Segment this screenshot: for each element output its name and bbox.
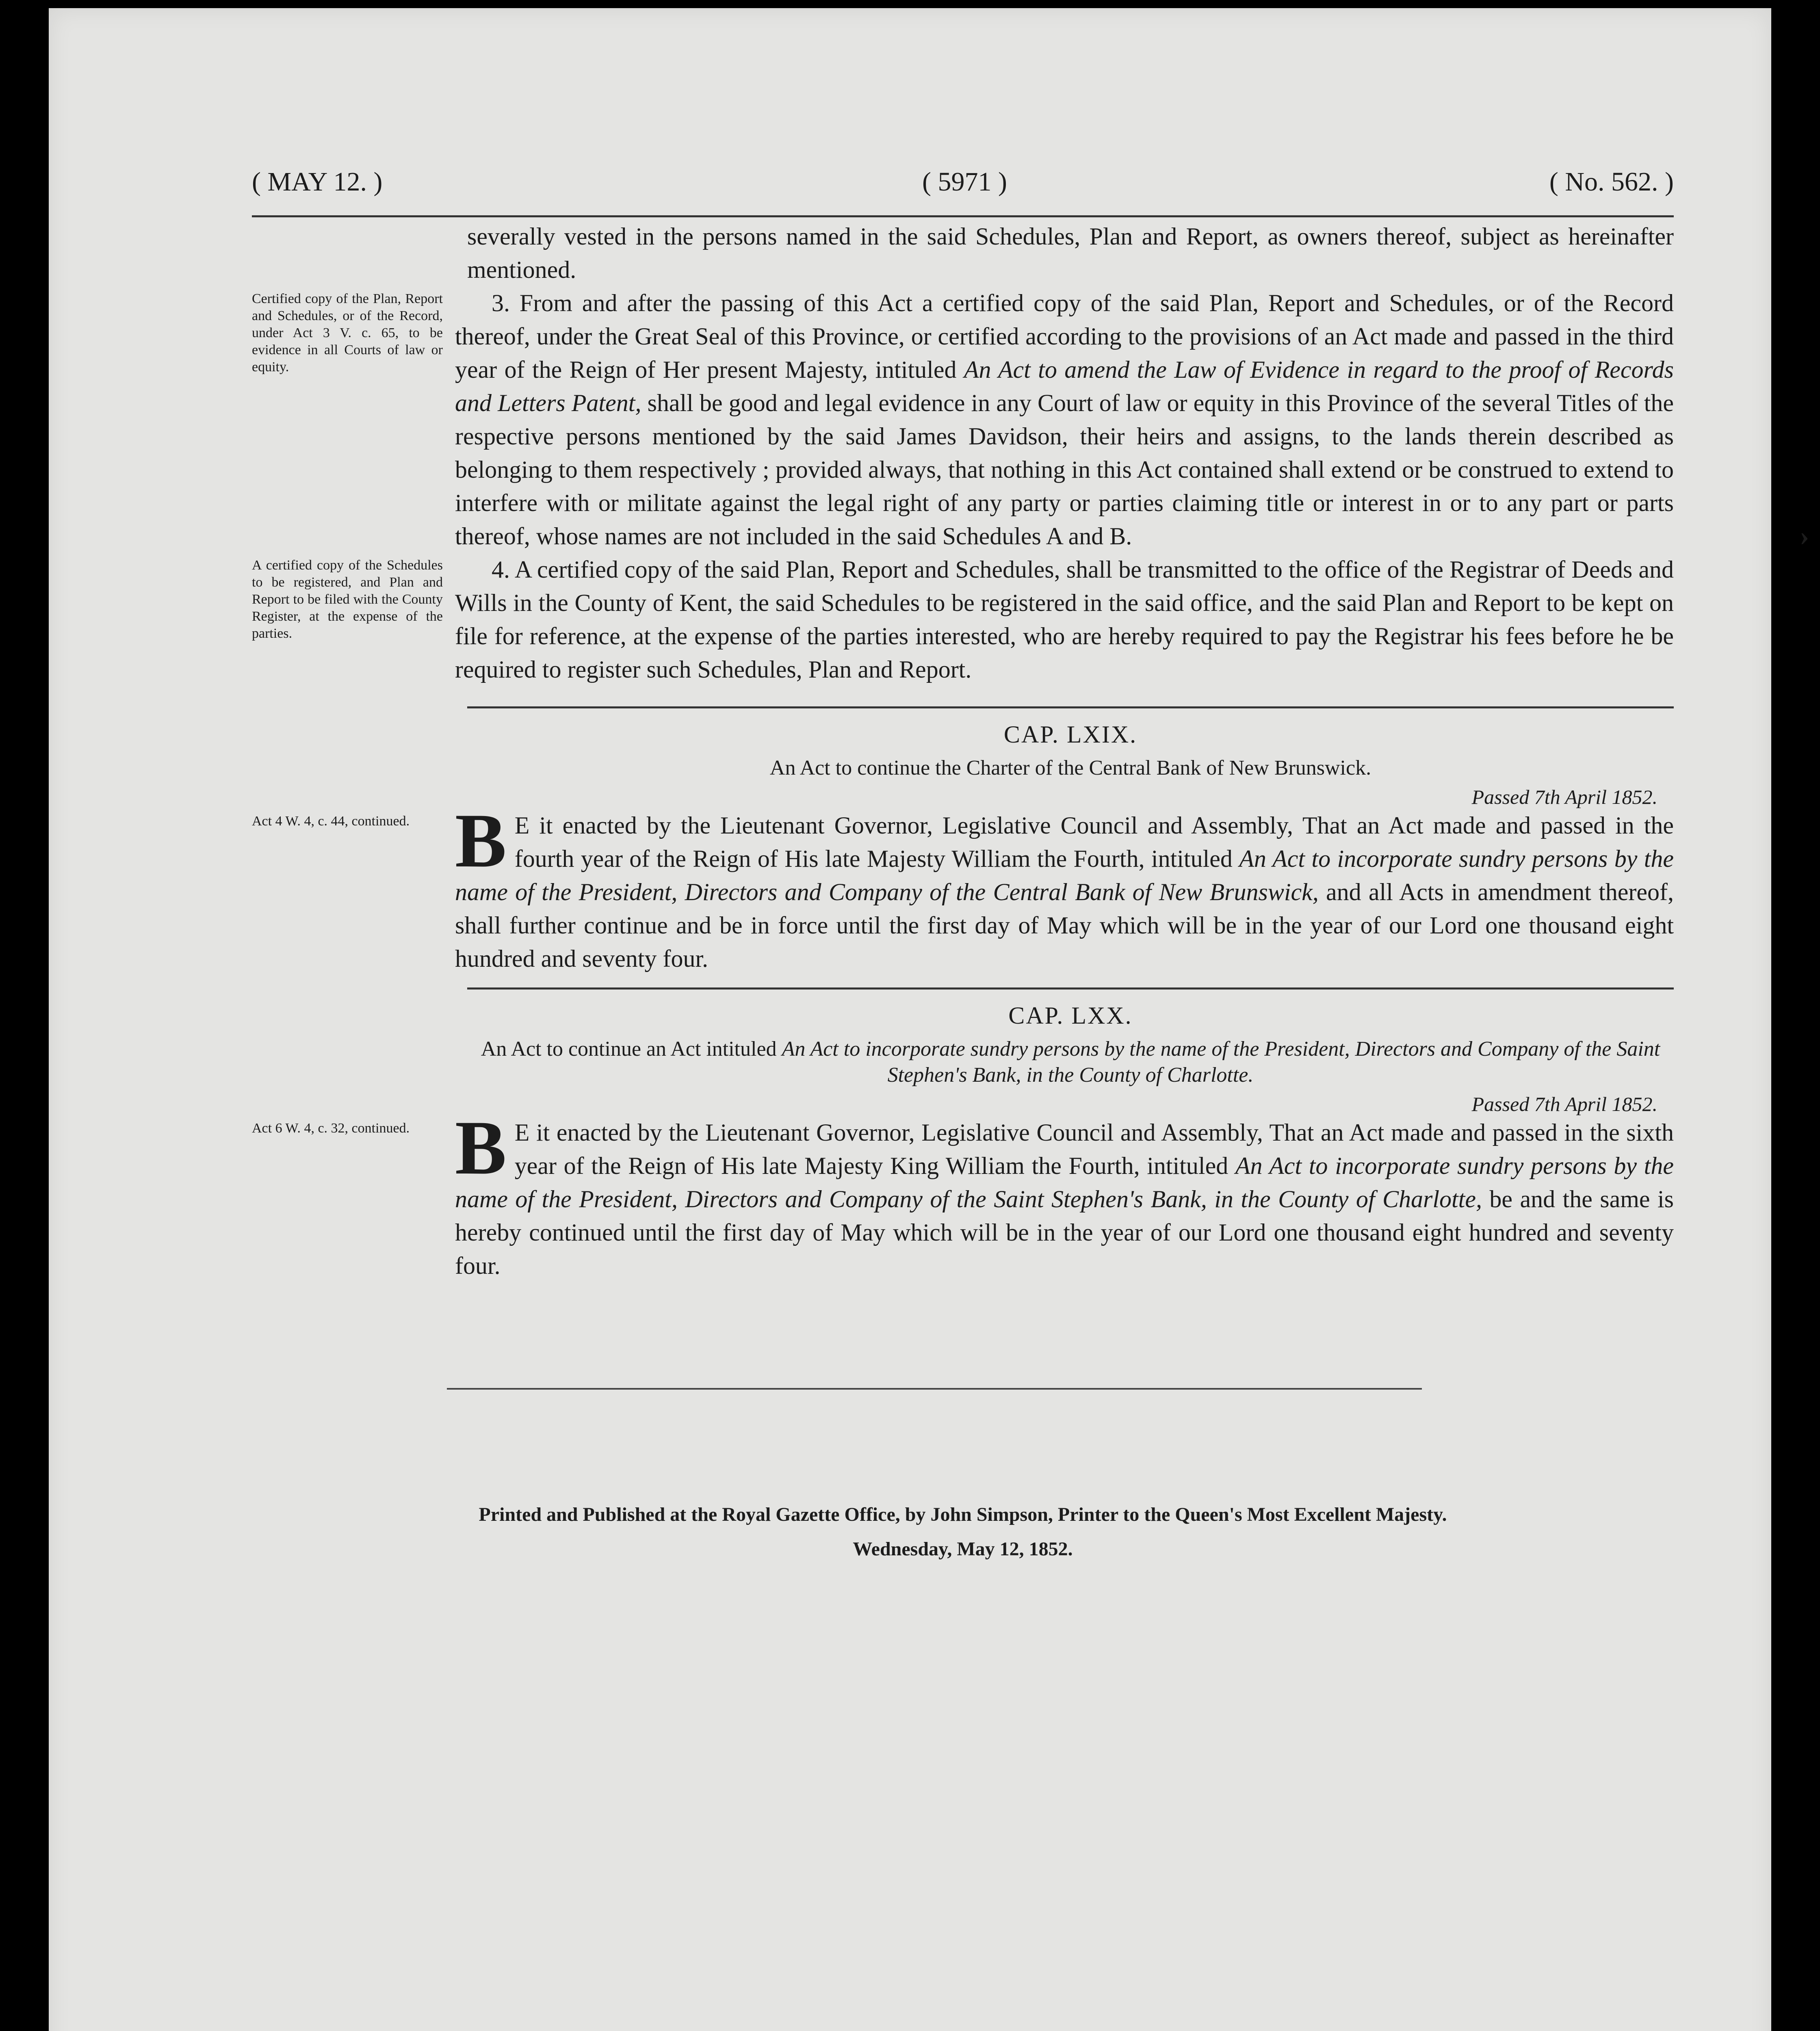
gazette-page [49, 8, 1809, 2031]
section-rule [467, 706, 1674, 708]
cap-70-title: CAP. LXX. [1008, 1002, 1133, 1029]
publication-date: Wednesday, May 12, 1852. [853, 1538, 1073, 1560]
cap-rule [467, 987, 1674, 990]
margin-note-section-4: A certified copy of the Schedules to be registered, and Plan and Report to be filed with the County Register, at the expense of the parties. [252, 558, 443, 641]
printer-imprint: Printed and Published at the Royal Gazette Office, by John Simpson, Printer to the Queen's Most Excellent Majesty. [479, 1504, 1447, 1525]
section-3 [252, 286, 1674, 553]
header-rule [252, 215, 1674, 217]
cap-70-body [252, 1105, 1674, 1282]
page-content [252, 167, 1674, 1560]
margin-mark: › [1800, 520, 1809, 552]
dropcap: B [455, 798, 507, 883]
section-4-text: 4. A certified copy of the said Plan, Report and Schedules, shall be transmitted to the office of the Registrar of Deeds and Wills in the County of Kent, the said Schedules to be registered in the said office, and the said Plan and Report to be kept on file for reference, at the expense of the parties interested, who are hereby required to pay the Registrar his fees before he be required to register such Schedules, Plan and Report. [455, 556, 1674, 683]
section-4 [252, 553, 1674, 686]
margin-note-section-3: Certified copy of the Plan, Report and Schedules, or of the Record, under Act 3 V. c. 65, to be evidence in all Courts of law or equity. [252, 291, 443, 375]
header-issue-number: ( No. 562. ) [1549, 167, 1674, 197]
margin-note-cap-70: Act 6 W. 4, c. 32, continued. [252, 1121, 410, 1136]
header-date: ( MAY 12. ) [252, 167, 383, 197]
cap-69-description: An Act to continue the Charter of the Central Bank of New Brunswick. [769, 756, 1372, 779]
cap-70-description: An Act to continue an Act intituled An Act to incorporate sundry persons by the name of the President, Directors and Company of the Saint Stephen's Bank, in the County of Charlotte. [481, 1037, 1660, 1087]
cap-70-text: B E it enacted by the Lieutenant Governor, Legislative Council and Assembly, That an Act made and passed in the sixth year of the Reign of His late Majesty King William the Fourth, intituled An Act to incorporate sundry persons by the name of the President, Directors and Company of the Saint Stephen's Bank, in the County of Charlotte, be and the same is hereby continued until the first day of May which will be in the year of our Lord one thousand eight hundred and seventy four. [455, 1105, 1674, 1279]
intro-paragraph: severally vested in the persons named in the said Schedules, Plan and Report, as owners thereof, subject as hereinafter mentioned. [467, 223, 1674, 283]
end-rule [447, 1388, 1422, 1390]
header-page-number: ( 5971 ) [922, 167, 1007, 197]
cap-70 [252, 1002, 1674, 1116]
cap-69-passed: Passed 7th April 1852. [1471, 786, 1658, 808]
cap-69-body [252, 798, 1674, 975]
dropcap: B [455, 1105, 507, 1191]
cap-69-title: CAP. LXIX. [1003, 721, 1138, 748]
cap-69 [252, 721, 1674, 809]
section-3-text: 3. From and after the passing of this Act a certified copy of the said Plan, Report and Schedules, or of the Record thereof, under the Great Seal of this Province, or certified according to the provisions of an Act made and passed in the third year of the Reign of Her present Majesty, intituled An Act to amend the Law of Evidence in regard to the proof of Records and Letters Patent, shall be good and legal evidence in any Court of law or equity in this Province of the several Titles of the respective persons mentioned by the said James Davidson, their heirs and assigns, to the lands therein described as belonging to them respectively ; provided always, that nothing in this Act contained shall extend or be construed to extend to interfere with or militate against the legal right of any party or parties claiming title or interest in or to any part or parts thereof, whose names are not included in the said Schedules A and B. [455, 290, 1674, 550]
margin-note-cap-69: Act 4 W. 4, c. 44, continued. [252, 814, 410, 829]
page-header [252, 167, 1674, 215]
cap-70-passed: Passed 7th April 1852. [1471, 1093, 1658, 1115]
cap-69-text: B E it enacted by the Lieutenant Governor, Legislative Council and Assembly, That an Act made and passed in the fourth year of the Reign of His late Majesty William the Fourth, intituled An Act to incorporate sundry persons by the name of the President, Directors and Company of the Central Bank of New Brunswick, and all Acts in amendment thereof, shall further continue and be in force until the first day of May which will be in the year of our Lord one thousand eight hundred and seventy four. [455, 798, 1674, 972]
